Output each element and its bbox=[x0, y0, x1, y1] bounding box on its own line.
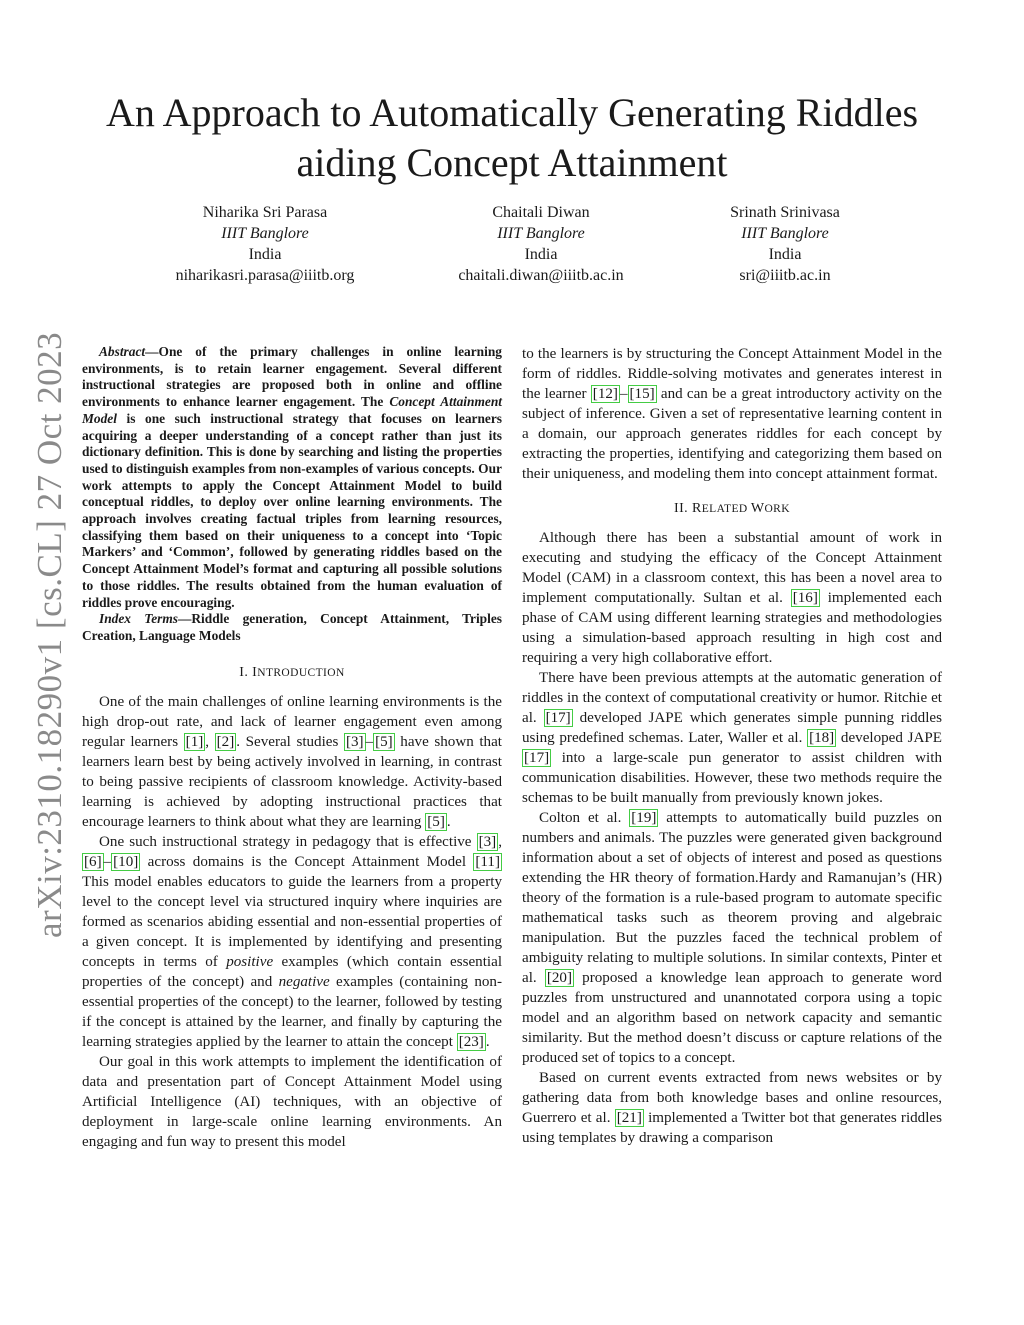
citation-link[interactable]: [5] bbox=[427, 813, 445, 830]
citation-link[interactable]: [6] bbox=[84, 853, 102, 870]
left-column bbox=[82, 344, 502, 1152]
citation-link[interactable]: [16] bbox=[792, 590, 818, 606]
citation-link[interactable]: [17] bbox=[545, 710, 571, 726]
citation-link[interactable]: [11] bbox=[475, 853, 500, 870]
author-email: chaitali.diwan@iiitb.ac.in bbox=[458, 267, 624, 284]
citation-link[interactable]: [17] bbox=[524, 750, 550, 766]
intro-paragraph-1: One of the main challenges of online learning environments is the high drop-out rate, and lack of learner engagement even among regular learners [1] , [2] . Several studies [3] – [5] have shown that learners learn best by being actively involved in learning, in contrast to being passive recipients of classroom knowledge. Activity-based learning is achieved by adopting instructional practices that encourage learners to think about what they are learning [5] . bbox=[82, 693, 502, 830]
author-1 bbox=[140, 202, 390, 286]
citation-link[interactable]: [18] bbox=[809, 730, 835, 746]
citation-link[interactable]: [5] bbox=[375, 733, 393, 750]
author-email: sri@iiitb.ac.in bbox=[739, 267, 831, 284]
author-name: Srinath Srinivasa bbox=[730, 204, 840, 221]
index-terms-text: Riddle generation, Concept Attainment, Triples Creation, Language Models bbox=[82, 611, 503, 643]
related-paragraph-4: Based on current events extracted from news websites or by gathering data from both knowledge bases and online resources, Guerrero et al. [21] implemented a Twitter bot that generates riddles using templates by drawing a comparison bbox=[522, 1070, 942, 1146]
author-affiliation: IIIT Banglore bbox=[741, 225, 829, 242]
author-2 bbox=[416, 202, 666, 286]
right-column bbox=[522, 344, 942, 1148]
citation-link[interactable]: [1] bbox=[185, 733, 204, 750]
abstract-text: One of the primary challenges in online learning environments, is to retain learner engagement. Several different instructional strategies are proposed both in online and offline environments to enhance learner engagement. The bbox=[82, 344, 502, 410]
related-paragraph-2: There have been previous attempts at the automatic generation of riddles in the context of computational creativity or humor. Ritchie et al. [17] developed JAPE which generates simple punning riddles using predefined schemas. Later, Waller et al. [18] developed JAPE [17] into a large-scale pun generator to assist children with communication disabilities. However, these two methods require the schemas to be built manually from previously known jokes. bbox=[522, 670, 942, 806]
author-country: India bbox=[248, 246, 282, 263]
author-name: Chaitali Diwan bbox=[492, 204, 590, 221]
author-country: India bbox=[524, 246, 558, 263]
author-email: niharikasri.parasa@iiitb.org bbox=[175, 267, 355, 284]
citation-link[interactable]: [10] bbox=[113, 853, 139, 870]
abstract-term: Concept Attainment Model bbox=[82, 394, 502, 426]
title-line-1: An Approach to Automatically Generating Riddles bbox=[105, 90, 919, 135]
author-affiliation: IIIT Banglore bbox=[221, 225, 309, 242]
paper-title bbox=[60, 88, 964, 188]
section-heading-introduction: I. INTRODUCTION bbox=[239, 664, 345, 680]
citation-link[interactable]: [20] bbox=[546, 970, 572, 986]
index-terms-dash: — bbox=[177, 611, 192, 627]
author-name: Niharika Sri Parasa bbox=[202, 204, 328, 221]
arxiv-identifier: arXiv:2310.18290v1 [cs.CL] 27 Oct 2023 bbox=[30, 331, 69, 938]
citation-link[interactable]: [23] bbox=[458, 1033, 484, 1050]
citation-link[interactable]: [12] bbox=[592, 386, 618, 402]
citation-link[interactable]: [19] bbox=[631, 810, 657, 826]
intro-paragraph-2: One such instructional strategy in pedagogy that is effective [3] , [6] – [10] across domains is the Concept Attainment Model [11] This model enables educators to guide the learners from a property level to the concept level via structured inquiry where inquiries are formed as scenarios abiding essential and non-essential properties of a given concept. It is implemented by identifying and presenting concepts in terms of positive examples (which contain essential properties of the concept) and negative examples (containing non-essential properties of the concept) to the learner, followed by testing if the concept is attained by the learner, and finally by capturing the learning strategies applied by the learner to attain the concept [23] . bbox=[82, 833, 503, 1050]
related-paragraph-1: Although there has been a substantial amount of work in executing and studying the efficacy of the Concept Attainment Model (CAM) in a classroom context, this has been a novel area to implement computationally. Sultan et al. [16] implemented each phase of CAM using different learning strategies and methodologies using a simulation-based approach resulting in high cost and requiring a very high collaborative effort. bbox=[522, 530, 942, 666]
citation-link[interactable]: [3] bbox=[345, 733, 364, 750]
author-affiliation: IIIT Banglore bbox=[497, 225, 585, 242]
intro-paragraph-3: Our goal in this work attempts to implement the identification of data and presentation part of Concept Attainment Model using Artificial Intelligence (AI) techniques, with an objective of deployment in large-scale online learning environments. An engaging and fun way to present this model bbox=[82, 1053, 502, 1150]
index-terms bbox=[82, 611, 502, 644]
citation-link[interactable]: [15] bbox=[629, 386, 655, 402]
author-block bbox=[120, 202, 940, 292]
related-paragraph-3: Colton et al. [19] attempts to automatically build puzzles on numbers and animals. The puzzles were generated given background information about a set of objects of interest and posed as questions extending the HR theory of formation.Hardy and Ramanujan’s (HR) theory of the formation is a rule-based program to automate specific mathematical tasks such as theorem proving and algebraic manipulation. But the puzzles faced the technical problem of ambiguity relating to multiple solutions. In similar contexts, Pinter et al. [20] proposed a knowledge lean approach to generate word puzzles from unstructured and unannotated corpora using a topic model and an algorithm based on network capacity and semantic similarity. But the method doesn’t discuss or capture relations of the produced set of topics to a concept. bbox=[522, 810, 942, 1066]
intro-continuation: to the learners is by structuring the Concept Attainment Model in the form of riddles. Riddle-solving motivates and generates interest in the learner [12] – [15] and can be a great introductory activity on the subject of inference. Given a set of representative learning content in a domain, our approach generates riddles for each concept by extracting the properties, identifying and categorizing them based on their uniqueness, and modeling them into concept attainment format. bbox=[522, 346, 942, 482]
author-country: India bbox=[768, 246, 802, 263]
citation-link[interactable]: [2] bbox=[216, 733, 235, 750]
citation-link[interactable]: [3] bbox=[478, 833, 497, 850]
section-heading-related-work: II. RELATED WORK bbox=[674, 501, 790, 516]
title-line-2: aiding Concept Attainment bbox=[296, 140, 728, 185]
index-terms-label: Index Terms bbox=[99, 611, 178, 627]
abstract-text: is one such instructional strategy that focuses on learners acquiring a deeper understanding of a concept rather than just its dictionary definition. This is done by searching and listing the properties used to distinguish examples from non-examples of various concepts. Our work attempts to apply the Concept Attainment Model to build conceptual riddles, to deploy over online learning environments. The approach involves creating factual triples from learning resources, classifying them based on their uniqueness to a concept into ‘Topic Markers’ and ‘Common’, followed by generating riddles based on the Concept Attainment Model’s format and capturing all possible solutions to those riddles. The results obtained from the human evaluation of riddles prove encouraging. bbox=[82, 410, 502, 610]
citation-link[interactable]: [21] bbox=[616, 1110, 642, 1126]
abstract-dash: — bbox=[145, 344, 159, 359]
author-3 bbox=[660, 202, 910, 286]
abstract bbox=[82, 344, 502, 611]
abstract-label: Abstract bbox=[99, 344, 146, 359]
